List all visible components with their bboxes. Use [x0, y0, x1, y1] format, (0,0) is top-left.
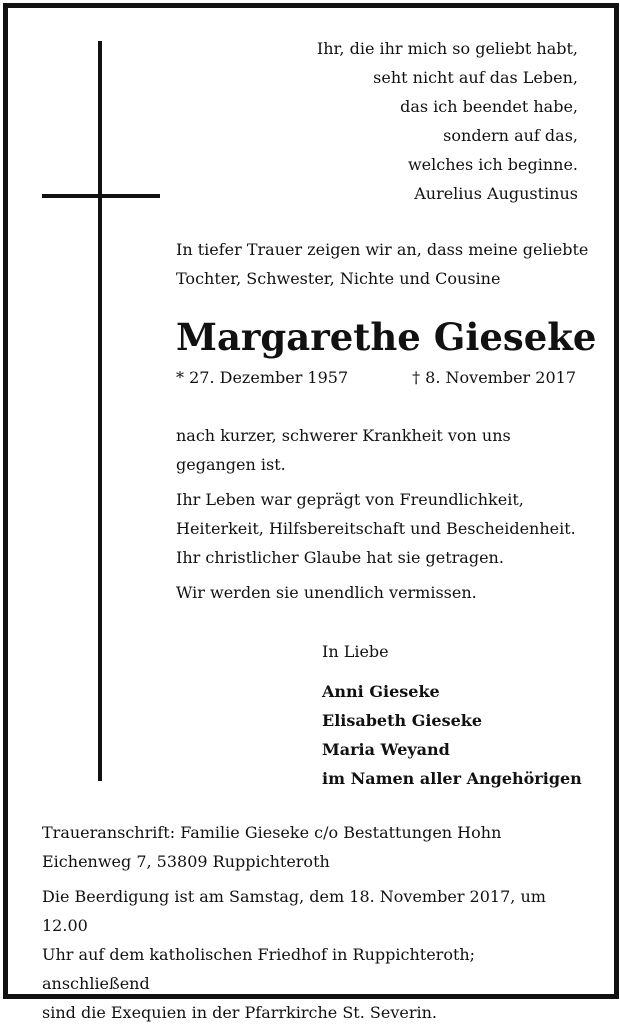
- paragraph-missing: [176, 578, 596, 607]
- notice-body: [176, 421, 596, 613]
- body-line: Ihr Leben war geprägt von Freundlichkeit,: [176, 490, 524, 509]
- funeral-line: Uhr auf dem katholischen Friedhof in Ruppichteroth; anschließend: [42, 945, 476, 993]
- footer-info: [42, 818, 587, 1033]
- intro-text: [176, 235, 596, 293]
- poem-line: welches ich beginne.: [407, 155, 578, 174]
- body-line: Wir werden sie unendlich vermissen.: [176, 583, 477, 602]
- paragraph-character: [176, 485, 596, 572]
- funeral-line: Die Beerdigung ist am Samstag, dem 18. November 2017, um 12.00: [42, 887, 546, 935]
- cross-vertical-bar: [98, 41, 102, 781]
- intro-line: In tiefer Trauer zeigen wir an, dass meine geliebte: [176, 240, 589, 259]
- cross-horizontal-bar: [42, 194, 160, 198]
- funeral-line: sind die Exequien in der Pfarrkirche St. Severin.: [42, 1003, 437, 1022]
- mourner-name: Elisabeth Gieseke: [322, 711, 483, 730]
- signoff-greeting: In Liebe: [322, 642, 389, 661]
- mourner-name: Anni Gieseke: [322, 682, 440, 701]
- death-date: † 8. November 2017: [412, 368, 576, 387]
- mourning-address: [42, 818, 587, 876]
- address-line: Eichenweg 7, 53809 Ruppichteroth: [42, 852, 330, 871]
- intro-line: Tochter, Schwester, Nichte und Cousine: [176, 269, 501, 288]
- poem-line: sondern auf das,: [443, 126, 578, 145]
- poem-line: das ich beendet habe,: [400, 97, 578, 116]
- mourner-group: im Namen aller Angehörigen: [322, 769, 582, 788]
- poem-quote: [317, 34, 578, 208]
- poem-line: seht nicht auf das Leben,: [373, 68, 578, 87]
- birth-date: * 27. Dezember 1957: [176, 368, 349, 387]
- body-line: gegangen ist.: [176, 455, 286, 474]
- poem-line: Ihr, die ihr mich so geliebt habt,: [316, 39, 578, 58]
- body-line: Heiterkeit, Hilfsbereitschaft und Bescheidenheit.: [176, 519, 576, 538]
- paragraph-passing: [176, 421, 596, 479]
- funeral-details: [42, 882, 587, 1027]
- address-line: Traueranschrift: Familie Gieseke c/o Bestattungen Hohn: [42, 823, 502, 842]
- body-line: nach kurzer, schwerer Krankheit von uns: [176, 426, 511, 445]
- deceased-name: Margarethe Gieseke: [176, 315, 597, 359]
- poem-author: Aurelius Augustinus: [414, 184, 578, 203]
- mourner-name: Maria Weyand: [322, 740, 450, 759]
- body-line: Ihr christlicher Glaube hat sie getragen.: [176, 548, 504, 567]
- signoff: [322, 637, 582, 793]
